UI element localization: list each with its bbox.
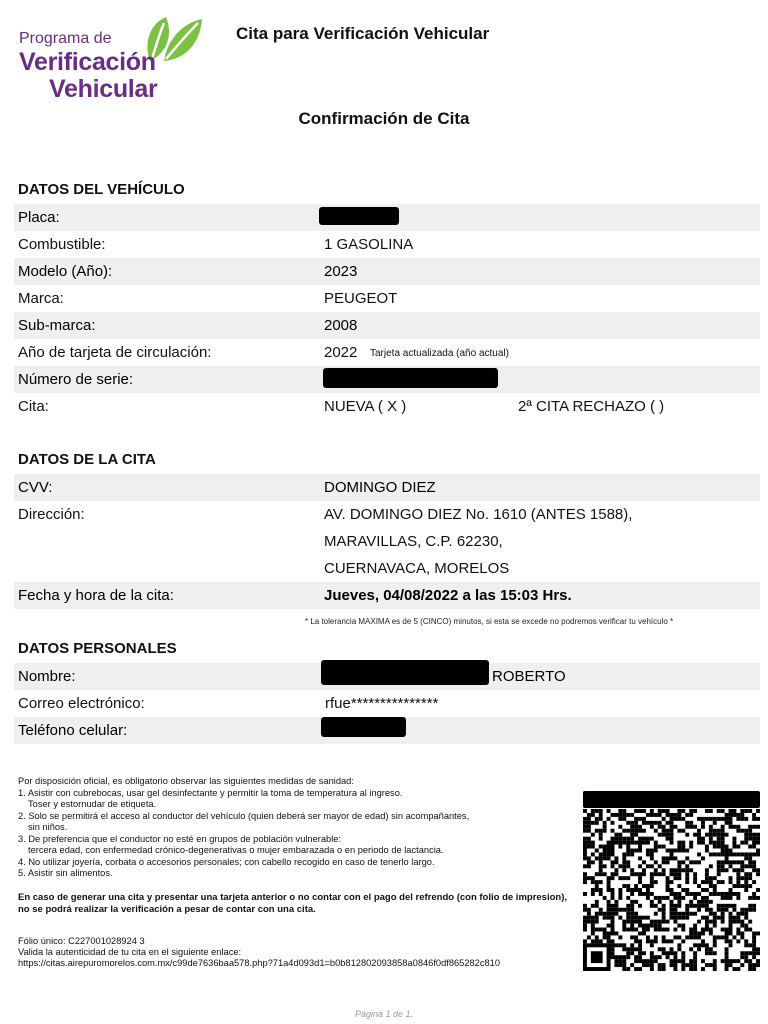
datetime-row xyxy=(14,582,760,609)
personal-section-heading: DATOS PERSONALES xyxy=(18,640,177,657)
brand-value: PEUGEOT xyxy=(324,290,398,307)
address-line-2: MARAVILLAS, C.P. 62230, xyxy=(324,533,503,550)
rules-line: 1. Asistir con cubrebocas, usar gel desinfectante y permitir la toma de temperatura al ingreso. xyxy=(18,787,403,798)
cvv-label: CVV: xyxy=(18,479,53,496)
card-year-row xyxy=(14,339,760,366)
rules-line: sin niños. xyxy=(28,822,68,832)
rules-line: 3. De preferencia que el conductor no esté en grupos de población vulnerable: xyxy=(18,833,342,844)
tolerance-note: * La tolerancia MAXIMA es de 5 (CINCO) minutos, si esta se excede no podremos verificar tu vehículo * xyxy=(305,617,674,626)
appointment-type-second: 2ª CITA RECHAZO ( ) xyxy=(518,398,665,415)
brand-row xyxy=(14,285,760,312)
refrendo-warning: En caso de generar una cita y presentar una tarjeta anterior o no contar con el pago del refrendo (con folio de impresion), no se podrá realizar la verificación a pesar de contar con una cita. xyxy=(18,892,568,915)
address-row-1 xyxy=(14,501,760,528)
model-label: Modelo (Año): xyxy=(18,263,113,280)
program-logo xyxy=(14,12,208,110)
plate-label: Placa: xyxy=(18,209,60,226)
qr-redaction xyxy=(583,791,760,808)
datetime-value: Jueves, 04/08/2022 a las 15:03 Hrs. xyxy=(324,587,572,604)
name-row xyxy=(14,663,760,690)
phone-redaction xyxy=(321,717,406,737)
address-line-3: CUERNAVACA, MORELOS xyxy=(324,560,510,577)
address-row-3 xyxy=(14,555,760,582)
rules-line: 4. No utilizar joyería, corbata o accesorios personales; con cabello recogido en caso de tenerlo largo. xyxy=(18,856,435,867)
address-label: Dirección: xyxy=(18,506,85,523)
cvv-row xyxy=(14,474,760,501)
rules-line: Por disposición oficial, es obligatorio observar las siguientes medidas de sanidad: xyxy=(18,776,354,786)
qr-code-block xyxy=(583,791,760,972)
fuel-value: 1 GASOLINA xyxy=(324,236,414,253)
card-year-label: Año de tarjeta de circulación: xyxy=(18,344,212,361)
plate-redaction xyxy=(319,207,399,225)
confirmation-title: Confirmación de Cita xyxy=(298,109,470,128)
submodel-row xyxy=(14,312,760,339)
name-redaction xyxy=(321,660,489,685)
address-row-2 xyxy=(14,528,760,555)
folio-number: Fólio único: C227001028924 3 xyxy=(18,936,145,946)
brand-label: Marca: xyxy=(18,290,64,307)
appointment-type-new: NUEVA ( X ) xyxy=(324,398,407,415)
appointment-type-label: Cita: xyxy=(18,398,49,415)
cvv-value: DOMINGO DIEZ xyxy=(324,479,436,496)
rules-line: 2. Solo se permitirá el acceso al conductor del vehículo (quien deberá ser mayor de edad) sin acompañantes, xyxy=(18,810,470,821)
page-number: Página 1 de 1. xyxy=(354,1009,414,1019)
rules-line: Toser y estornudar de etiqueta. xyxy=(28,799,157,809)
card-year-note: Tarjeta actualizada (año actual) xyxy=(370,348,509,359)
validate-text: Valida la autenticidad de tu cita en el siguiente enlace: xyxy=(18,947,242,957)
vehicle-section-heading: DATOS DEL VEHÍCULO xyxy=(18,181,185,198)
logo-text-line1: Programa de xyxy=(19,30,112,47)
name-label: Nombre: xyxy=(18,668,76,685)
phone-row xyxy=(14,717,760,744)
validation-link[interactable]: https://citas.airepuromorelos.com.mx/c99de7636baa578.php?71a4d093d1=b0b812802093858a0846f0df865282c810 xyxy=(18,958,501,968)
name-value: ROBERTO xyxy=(492,668,566,685)
serial-label: Número de serie: xyxy=(18,371,134,388)
email-label: Correo electrónico: xyxy=(18,695,145,712)
fuel-label: Combustible: xyxy=(18,236,106,253)
email-value: rfue*************** xyxy=(325,695,439,712)
model-value: 2023 xyxy=(324,263,358,280)
submodel-label: Sub-marca: xyxy=(18,317,96,334)
model-row xyxy=(14,258,760,285)
document-title: Cita para Verificación Vehicular xyxy=(236,24,490,43)
qr-code xyxy=(583,809,760,971)
appointment-section-heading: DATOS DE LA CITA xyxy=(18,451,156,468)
fuel-row xyxy=(14,231,760,258)
sanitary-rules xyxy=(18,776,573,880)
logo-text-line2: Verificación xyxy=(19,48,156,76)
serial-row xyxy=(14,366,760,393)
logo-text-line3: Vehicular xyxy=(49,75,158,103)
rules-line: 5. Asistir sin alimentos. xyxy=(18,868,113,878)
serial-redaction xyxy=(323,368,498,388)
submodel-value: 2008 xyxy=(324,317,358,334)
folio-block xyxy=(18,936,500,969)
appointment-type-row xyxy=(14,393,760,420)
phone-label: Teléfono celular: xyxy=(18,722,128,739)
plate-row xyxy=(14,204,760,231)
email-row xyxy=(14,690,760,717)
rules-line: tercera edad, con enfermedad crónico-degenerativas o mujer embarazada o en periodo de lactancia. xyxy=(28,845,444,855)
datetime-label: Fecha y hora de la cita: xyxy=(18,587,174,604)
address-line-1: AV. DOMINGO DIEZ No. 1610 (ANTES 1588), xyxy=(324,506,633,523)
card-year-value: 2022 xyxy=(324,344,358,361)
